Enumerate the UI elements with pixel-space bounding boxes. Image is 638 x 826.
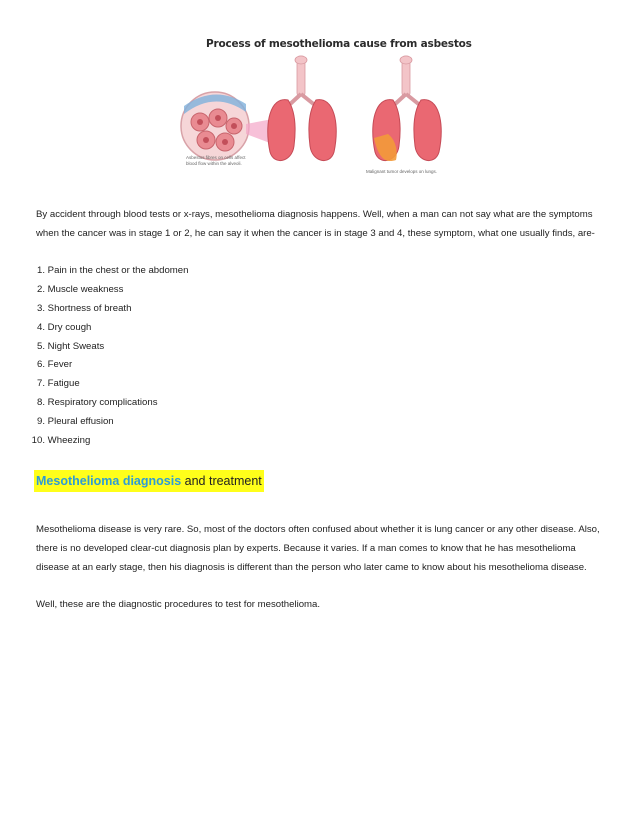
heading-text: and treatment (181, 474, 262, 488)
body-line-2: there is no developed clear-cut diagnosis plan by experts. Because it varies. If a man comes to know that he has mesothelioma (36, 543, 576, 554)
intro-line-1: By accident through blood tests or x-rays, mesothelioma diagnosis happens. Well, when a man can not say what are the symptoms (36, 209, 593, 220)
list-item: 3. Shortness of breath (36, 302, 132, 314)
intro-line-2: when the cancer was in stage 1 or 2, he can say it when the cancer is in stage 3 and 4, these symptom, what one usually finds, are- (36, 228, 595, 239)
list-item: 1. Pain in the chest or the abdomen (36, 265, 189, 276)
list-item: 7. Fatigue (36, 378, 80, 390)
list-item: 2. Muscle weakness (36, 283, 124, 295)
healthy-lungs-icon (268, 56, 337, 161)
list-item: 5. Night Sweats (36, 340, 105, 352)
cancer-lungs-icon (373, 56, 442, 161)
figure-caption-left: Asbestos fibres on cells affect blood flow within the alveoli. (186, 155, 246, 166)
section-heading (34, 470, 264, 492)
body-line-3: disease at an early stage, then his diagnosis is different than the person who later came to know about his mesothelioma disease. (36, 562, 587, 573)
cell-magnifier-icon (181, 92, 278, 160)
diagnosis-link[interactable]: Mesothelioma diagnosis (36, 474, 182, 488)
list-item: 4. Dry cough (36, 321, 92, 333)
body-paragraph (36, 520, 611, 577)
intro-paragraph (36, 205, 611, 243)
list-item: 6. Fever (36, 359, 73, 371)
mesothelioma-figure (170, 34, 470, 184)
symptom-list (30, 262, 188, 451)
list-item: 10. Wheezing (31, 435, 91, 447)
list-item: 9. Pleural effusion (36, 416, 114, 428)
closing-paragraph: Well, these are the diagnostic procedures to test for mesothelioma. (36, 599, 321, 610)
figure-caption-right: Malignant tumor develops on lungs. (366, 169, 438, 174)
body-line-1: Mesothelioma disease is very rare. So, most of the doctors often confused about whether it is lung cancer or any other disease. Also, (36, 524, 600, 535)
figure-title: Process of mesothelioma cause from asbestos (206, 38, 472, 50)
list-item: 8. Respiratory complications (36, 397, 158, 409)
